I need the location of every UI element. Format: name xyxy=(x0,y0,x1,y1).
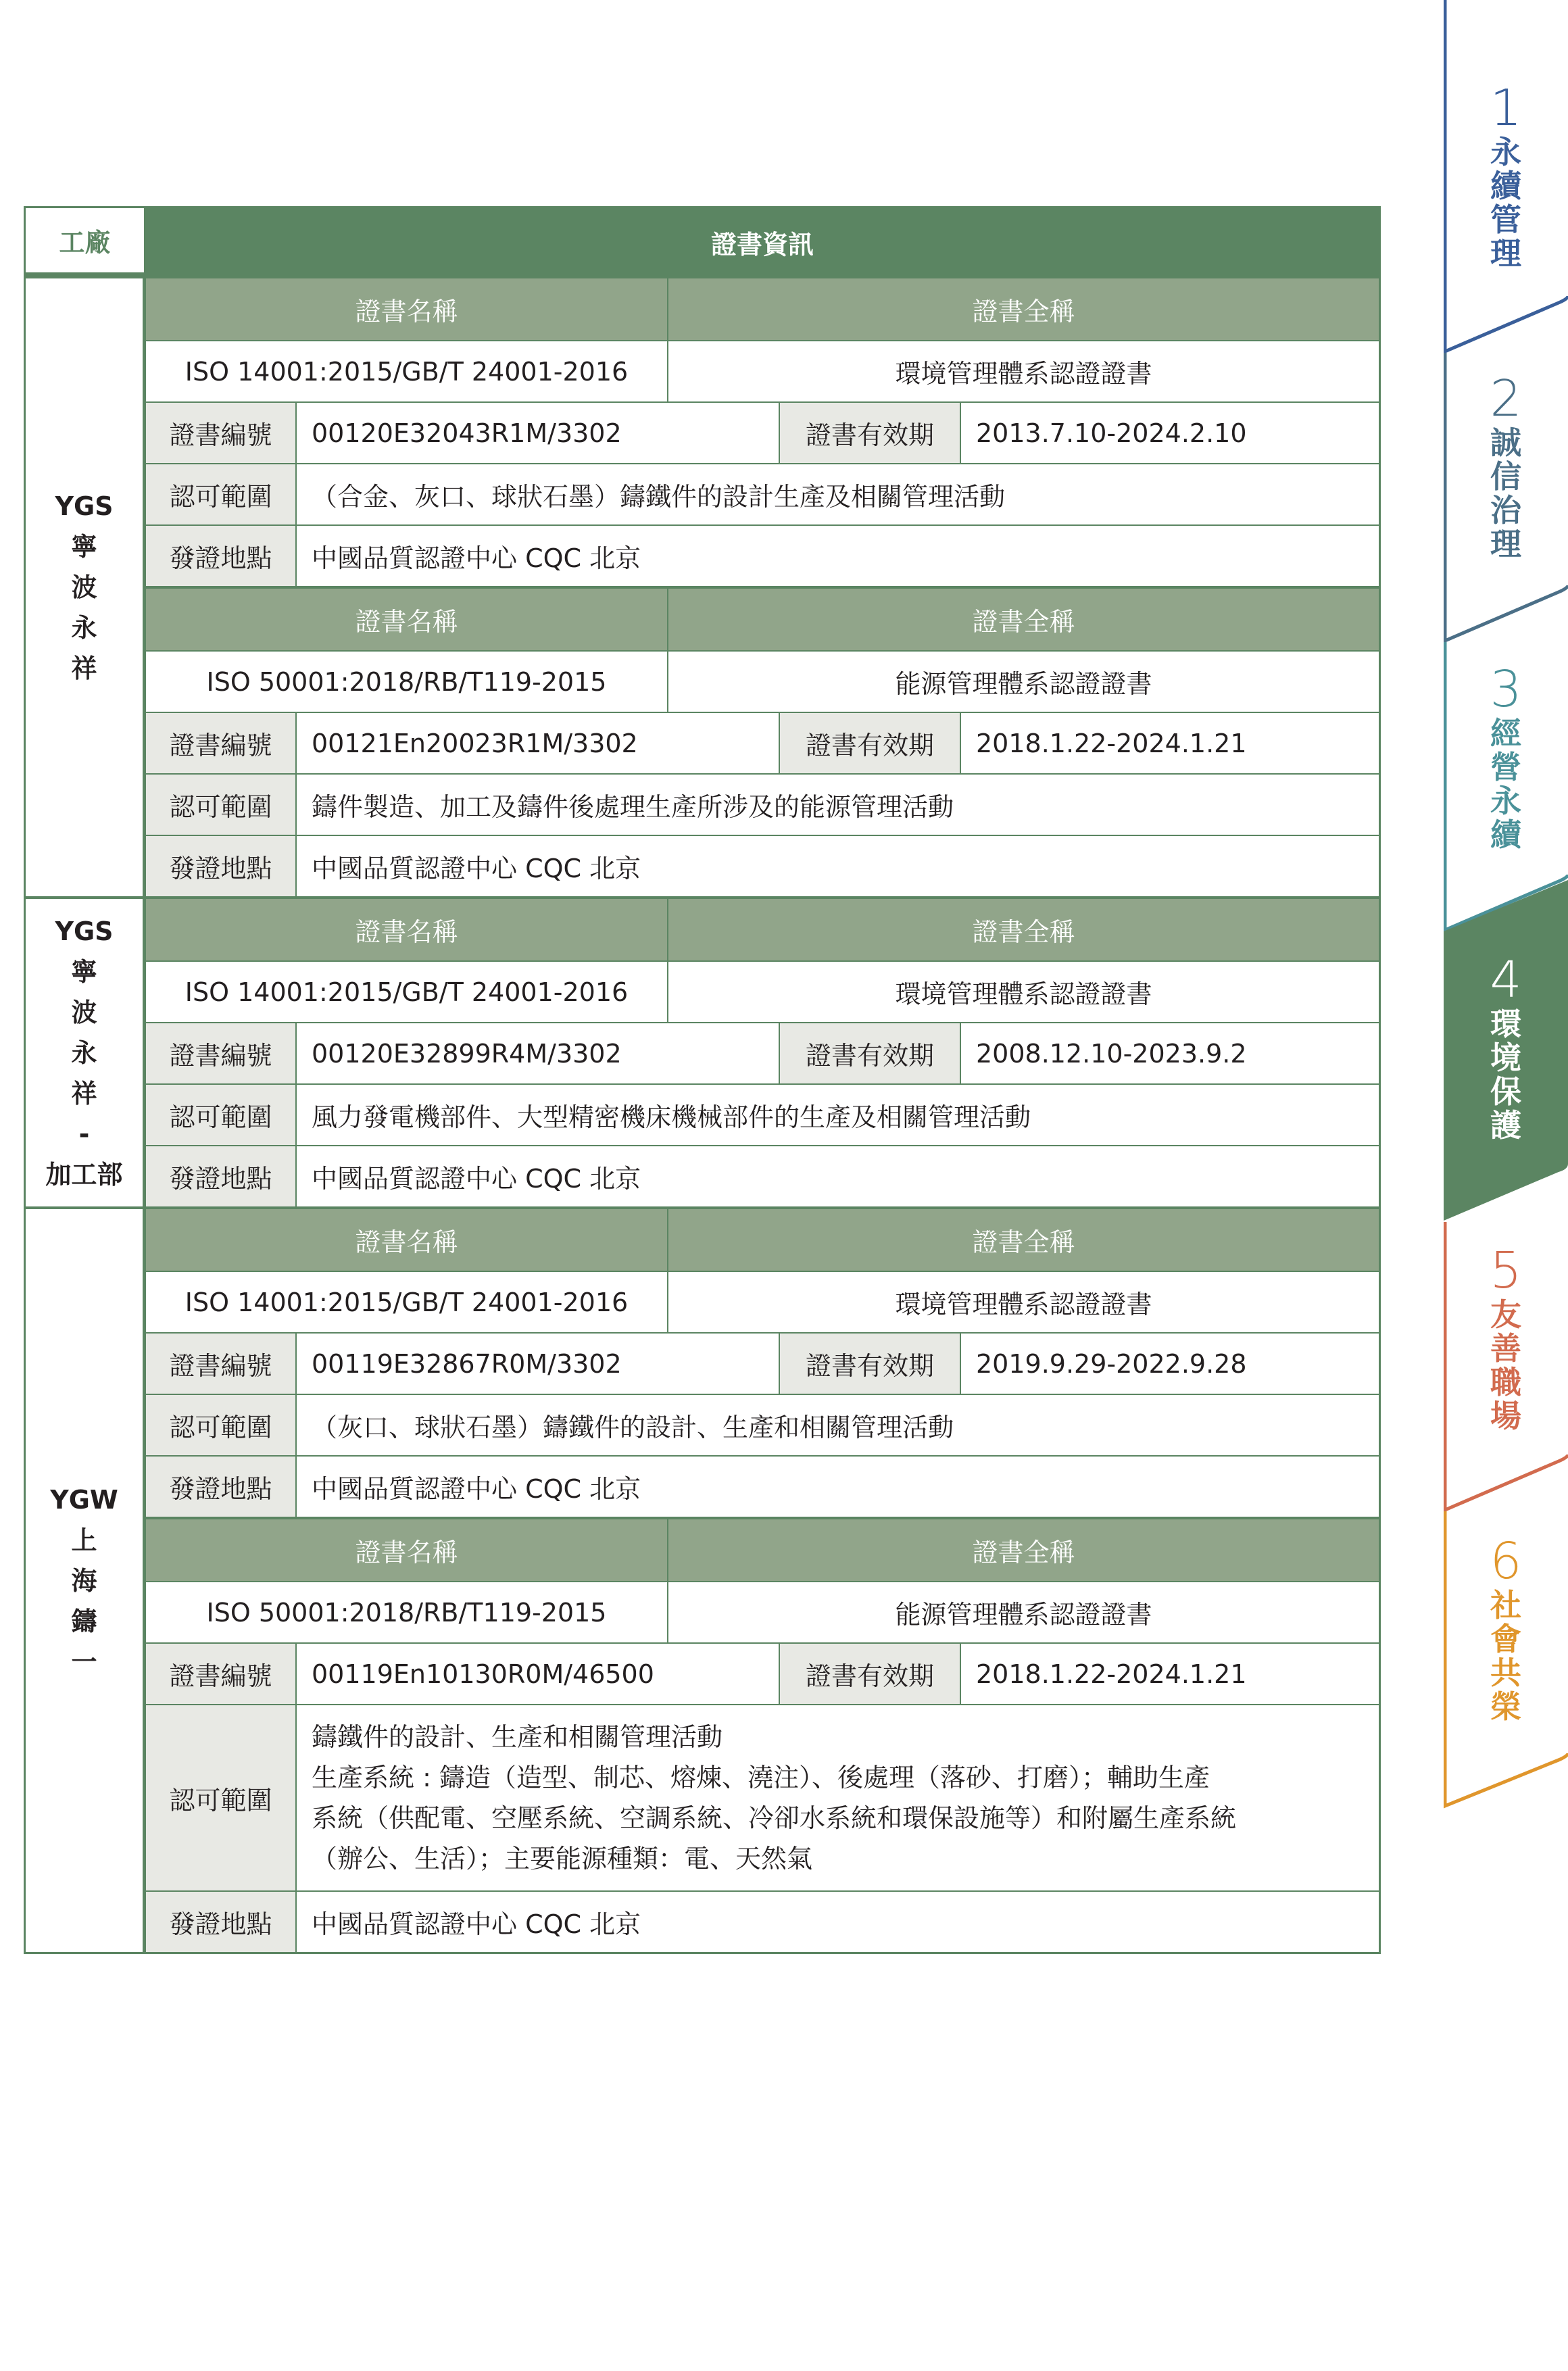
factory-name-part: 一 xyxy=(71,1646,97,1677)
subheader-cert-name: 證書名稱 xyxy=(146,589,668,650)
tab-label: 經營永續 xyxy=(1490,715,1521,853)
cert-scope-line: 系統（供配電、空壓系統、空調系統、冷卻水系統和環保設施等）和附屬生產系統 xyxy=(312,1803,1237,1833)
cert-scope: （合金、灰口、球狀石墨）鑄鐵件的設計生產及相關管理活動 xyxy=(312,482,1006,512)
table-row xyxy=(146,1642,1379,1704)
table-row xyxy=(146,899,1379,960)
label-cert-no: 證書編號 xyxy=(146,1644,297,1704)
factory-name-part: 鑄 xyxy=(71,1606,97,1636)
header-certificate-info: 證書資訊 xyxy=(146,208,1379,276)
tab-number: 2 xyxy=(1490,370,1522,428)
header-factory: 工廠 xyxy=(26,208,146,276)
cert-scope-line: 鑄鐵件的設計、生產和相關管理活動 xyxy=(312,1722,723,1752)
subheader-cert-full-name: 證書全稱 xyxy=(668,899,1379,960)
table-row xyxy=(146,524,1379,586)
cert-scope-line: （辦公、生活）；主要能源種類：電、天然氣 xyxy=(312,1844,813,1874)
table-row xyxy=(146,773,1379,835)
cert-full-name: 環境管理體系認證證書 xyxy=(895,979,1152,1009)
table-row xyxy=(146,1145,1379,1206)
label-issuer: 發證地點 xyxy=(146,836,297,896)
cert-number: 00121En20023R1M/3302 xyxy=(297,713,780,773)
certificate-block xyxy=(146,1209,1379,1517)
certificate-block xyxy=(146,278,1379,586)
certificate-block xyxy=(146,1517,1379,1952)
subheader-cert-name: 證書名稱 xyxy=(146,1209,668,1271)
table-row xyxy=(146,1394,1379,1455)
cert-scope: （灰口、球狀石墨）鑄鐵件的設計、生產和相關管理活動 xyxy=(312,1413,954,1442)
cert-validity: 2013.7.10-2024.2.10 xyxy=(976,418,1247,448)
table-row xyxy=(146,1271,1379,1332)
cert-validity: 2019.9.29-2022.9.28 xyxy=(976,1348,1247,1379)
label-cert-no: 證書編號 xyxy=(146,1334,297,1394)
subheader-cert-full-name: 證書全稱 xyxy=(668,1519,1379,1581)
tab-label: 永續管理 xyxy=(1490,134,1521,272)
factory-name-part: 永 xyxy=(71,1037,97,1068)
subheader-cert-name: 證書名稱 xyxy=(146,1519,668,1581)
cert-full-name: 環境管理體系認證證書 xyxy=(895,1290,1152,1319)
cert-name: ISO 14001:2015/GB/T 24001-2016 xyxy=(146,1272,668,1332)
factory-name-part: 祥 xyxy=(71,1078,97,1108)
tab-number: 3 xyxy=(1490,660,1522,718)
subheader-cert-full-name: 證書全稱 xyxy=(668,1209,1379,1271)
factory-group-ygs-ningbo-processing xyxy=(26,896,1379,1206)
factory-name-part: 波 xyxy=(71,572,97,602)
cert-scope xyxy=(297,1705,1379,1890)
table-row xyxy=(146,1022,1379,1083)
sidebar-tab-5[interactable] xyxy=(1444,1244,1568,1433)
cert-issuer: 中國品質認證中心 CQC 北京 xyxy=(312,1164,641,1194)
factory-group-ygs-ningbo xyxy=(26,276,1379,896)
factory-name-part: 加工部 xyxy=(45,1159,123,1190)
table-row xyxy=(146,278,1379,340)
cert-number: 00119En10130R0M/46500 xyxy=(297,1644,780,1704)
table-row xyxy=(146,1083,1379,1145)
table-row xyxy=(146,1519,1379,1581)
factory-name-part: 祥 xyxy=(71,654,97,683)
label-issuer: 發證地點 xyxy=(146,1146,297,1206)
factory-name-part: YGW xyxy=(50,1484,118,1515)
cert-validity: 2008.12.10-2023.9.2 xyxy=(976,1038,1247,1069)
table-row xyxy=(146,401,1379,463)
label-scope: 認可範圍 xyxy=(146,775,297,835)
table-row xyxy=(146,589,1379,650)
factory-name xyxy=(26,1209,146,1952)
subheader-cert-name: 證書名稱 xyxy=(146,278,668,340)
table-row xyxy=(146,1581,1379,1642)
cert-validity: 2018.1.22-2024.1.21 xyxy=(976,1659,1247,1689)
label-issuer: 發證地點 xyxy=(146,526,297,586)
tab-number: 5 xyxy=(1490,1242,1522,1300)
tab-number: 4 xyxy=(1490,951,1522,1009)
factory-name-part: 上 xyxy=(71,1525,97,1555)
tab-label: 社會共榮 xyxy=(1490,1587,1521,1725)
tab-number: 6 xyxy=(1490,1532,1522,1590)
label-validity: 證書有效期 xyxy=(780,1334,961,1394)
label-cert-no: 證書編號 xyxy=(146,713,297,773)
cert-name: ISO 14001:2015/GB/T 24001-2016 xyxy=(146,341,668,401)
factory-name-part: 波 xyxy=(71,997,97,1027)
cert-name: ISO 50001:2018/RB/T119-2015 xyxy=(146,652,668,712)
tab-label: 友善職場 xyxy=(1490,1296,1521,1434)
label-validity: 證書有效期 xyxy=(780,713,961,773)
table-row xyxy=(146,340,1379,401)
label-validity: 證書有效期 xyxy=(780,1023,961,1083)
cert-number: 00120E32043R1M/3302 xyxy=(297,403,780,463)
label-validity: 證書有效期 xyxy=(780,403,961,463)
label-scope: 認可範圍 xyxy=(146,1395,297,1455)
factory-name-part: YGS xyxy=(55,916,114,946)
cert-number: 00120E32899R4M/3302 xyxy=(297,1023,780,1083)
label-scope: 認可範圍 xyxy=(146,1085,297,1145)
sidebar-tab-1[interactable] xyxy=(1444,81,1568,270)
cert-scope: 風力發電機部件、大型精密機床機械部件的生產及相關管理活動 xyxy=(312,1102,1031,1132)
subheader-cert-name: 證書名稱 xyxy=(146,899,668,960)
subheader-cert-full-name: 證書全稱 xyxy=(668,278,1379,340)
table-row xyxy=(146,650,1379,712)
certificate-block xyxy=(146,586,1379,896)
factory-name xyxy=(26,899,146,1206)
table-row xyxy=(146,712,1379,773)
sidebar-tab-3[interactable] xyxy=(1444,662,1568,852)
cert-issuer: 中國品質認證中心 CQC 北京 xyxy=(312,854,641,883)
table-row xyxy=(146,463,1379,524)
factory-group-ygw-shanghai xyxy=(26,1206,1379,1952)
label-cert-no: 證書編號 xyxy=(146,403,297,463)
tab-label: 誠信治理 xyxy=(1490,424,1521,562)
table-row xyxy=(146,1209,1379,1271)
table-row xyxy=(146,1455,1379,1517)
sidebar-tab-2[interactable] xyxy=(1444,372,1568,561)
table-row xyxy=(146,1704,1379,1890)
cert-full-name: 能源管理體系認證證書 xyxy=(895,669,1152,699)
cert-name: ISO 50001:2018/RB/T119-2015 xyxy=(146,1582,668,1642)
table-header xyxy=(26,208,1379,276)
certificate-block xyxy=(146,899,1379,1206)
label-issuer: 發證地點 xyxy=(146,1892,297,1952)
label-cert-no: 證書編號 xyxy=(146,1023,297,1083)
cert-issuer: 中國品質認證中心 CQC 北京 xyxy=(312,1909,641,1939)
table-row xyxy=(146,1332,1379,1394)
factory-name-part: 寧 xyxy=(71,956,97,987)
tab-number: 1 xyxy=(1490,79,1522,137)
cert-issuer: 中國品質認證中心 CQC 北京 xyxy=(312,543,641,573)
certificate-table xyxy=(24,206,1381,1954)
cert-name: ISO 14001:2015/GB/T 24001-2016 xyxy=(146,962,668,1022)
factory-name xyxy=(26,278,146,896)
cert-full-name: 能源管理體系認證證書 xyxy=(895,1600,1152,1630)
cert-issuer: 中國品質認證中心 CQC 北京 xyxy=(312,1474,641,1504)
label-scope: 認可範圍 xyxy=(146,464,297,524)
cert-number: 00119E32867R0M/3302 xyxy=(297,1334,780,1394)
factory-name-part: 海 xyxy=(71,1565,97,1596)
subheader-cert-full-name: 證書全稱 xyxy=(668,589,1379,650)
cert-scope-line: 生產系統 : 鑄造（造型、制芯、熔煉、澆注）、後處理（落砂、打磨）；輔助生產 xyxy=(312,1763,1210,1792)
label-issuer: 發證地點 xyxy=(146,1457,297,1517)
table-row xyxy=(146,960,1379,1022)
sidebar-tab-4-active[interactable] xyxy=(1444,953,1568,1142)
certificate-list xyxy=(146,278,1379,896)
certificate-list xyxy=(146,1209,1379,1952)
chapter-sidebar xyxy=(1444,0,1568,1825)
factory-name-part: 寧 xyxy=(71,532,97,562)
cert-validity: 2018.1.22-2024.1.21 xyxy=(976,728,1247,758)
cert-scope: 鑄件製造、加工及鑄件後處理生產所涉及的能源管理活動 xyxy=(312,792,954,822)
factory-name-part: - xyxy=(78,1119,90,1149)
label-scope: 認可範圍 xyxy=(146,1705,297,1890)
factory-name-part: 永 xyxy=(71,613,97,643)
sidebar-tab-6[interactable] xyxy=(1444,1534,1568,1724)
table-row xyxy=(146,1890,1379,1952)
tab-label: 環境保護 xyxy=(1490,1006,1521,1144)
factory-name-part: YGS xyxy=(55,491,114,521)
certificate-list xyxy=(146,899,1379,1206)
table-row xyxy=(146,835,1379,896)
cert-full-name: 環境管理體系認證證書 xyxy=(895,359,1152,389)
label-validity: 證書有效期 xyxy=(780,1644,961,1704)
